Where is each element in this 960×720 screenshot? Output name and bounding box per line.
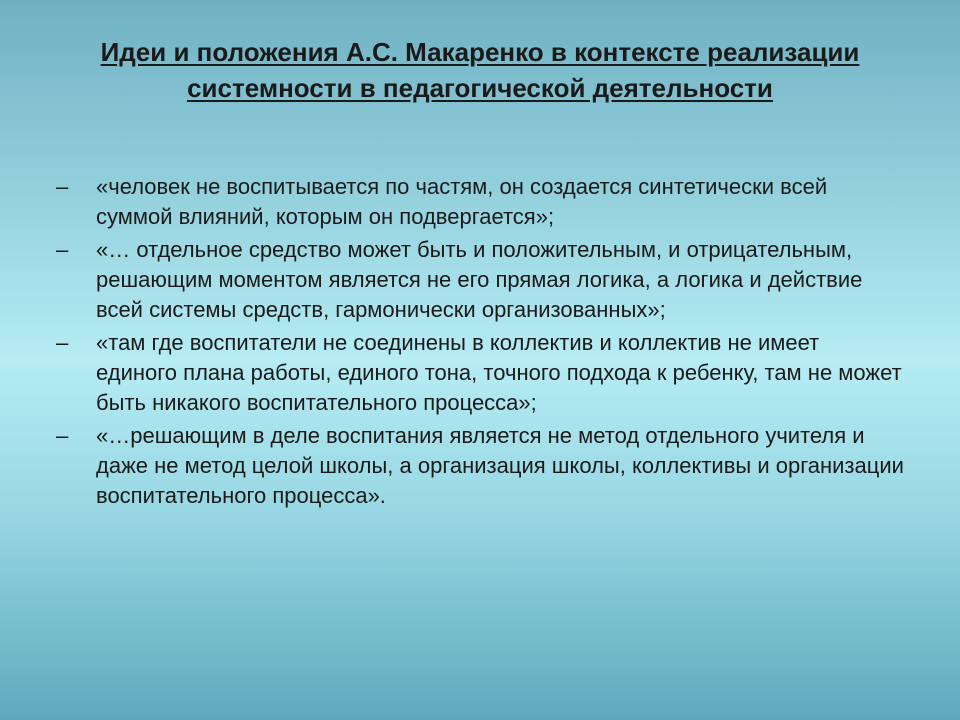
bullet-dash: – [56,174,69,199]
quote-text: «…решающим в деле воспитания является не метод отдельного учителя и даже не метод целой школы, а организация школы, коллективы и организации воспитательного процесса». [96,423,904,508]
quote-item-1 [56,172,906,232]
quote-text: «… отдельное средство может быть и положительным, и отрицательным, решающим моментом является не его прямая логика, а логика и действие всей системы средств, гармонически организованных»; [96,237,863,322]
slide-title: Идеи и положения А.С. Макаренко в контексте реализации системности в педагогической деятельности [100,37,860,103]
bullet-dash: – [56,330,69,355]
quote-item-3 [56,328,906,418]
quote-text: «там где воспитатели не соединены в коллектив и коллектив не имеет единого плана работы, единого тона, точного подхода к ребенку, там не может быть никакого воспитательного процесса»; [96,330,902,415]
quote-text: «человек не воспитывается по частям, он создается синтетически всей суммой влияний, которым он подвергается»; [96,174,828,229]
bullet-dash: – [56,423,69,448]
quote-item-4 [56,421,906,511]
quote-list [56,172,906,514]
bullet-dash: – [56,237,69,262]
quote-item-2 [56,235,906,325]
